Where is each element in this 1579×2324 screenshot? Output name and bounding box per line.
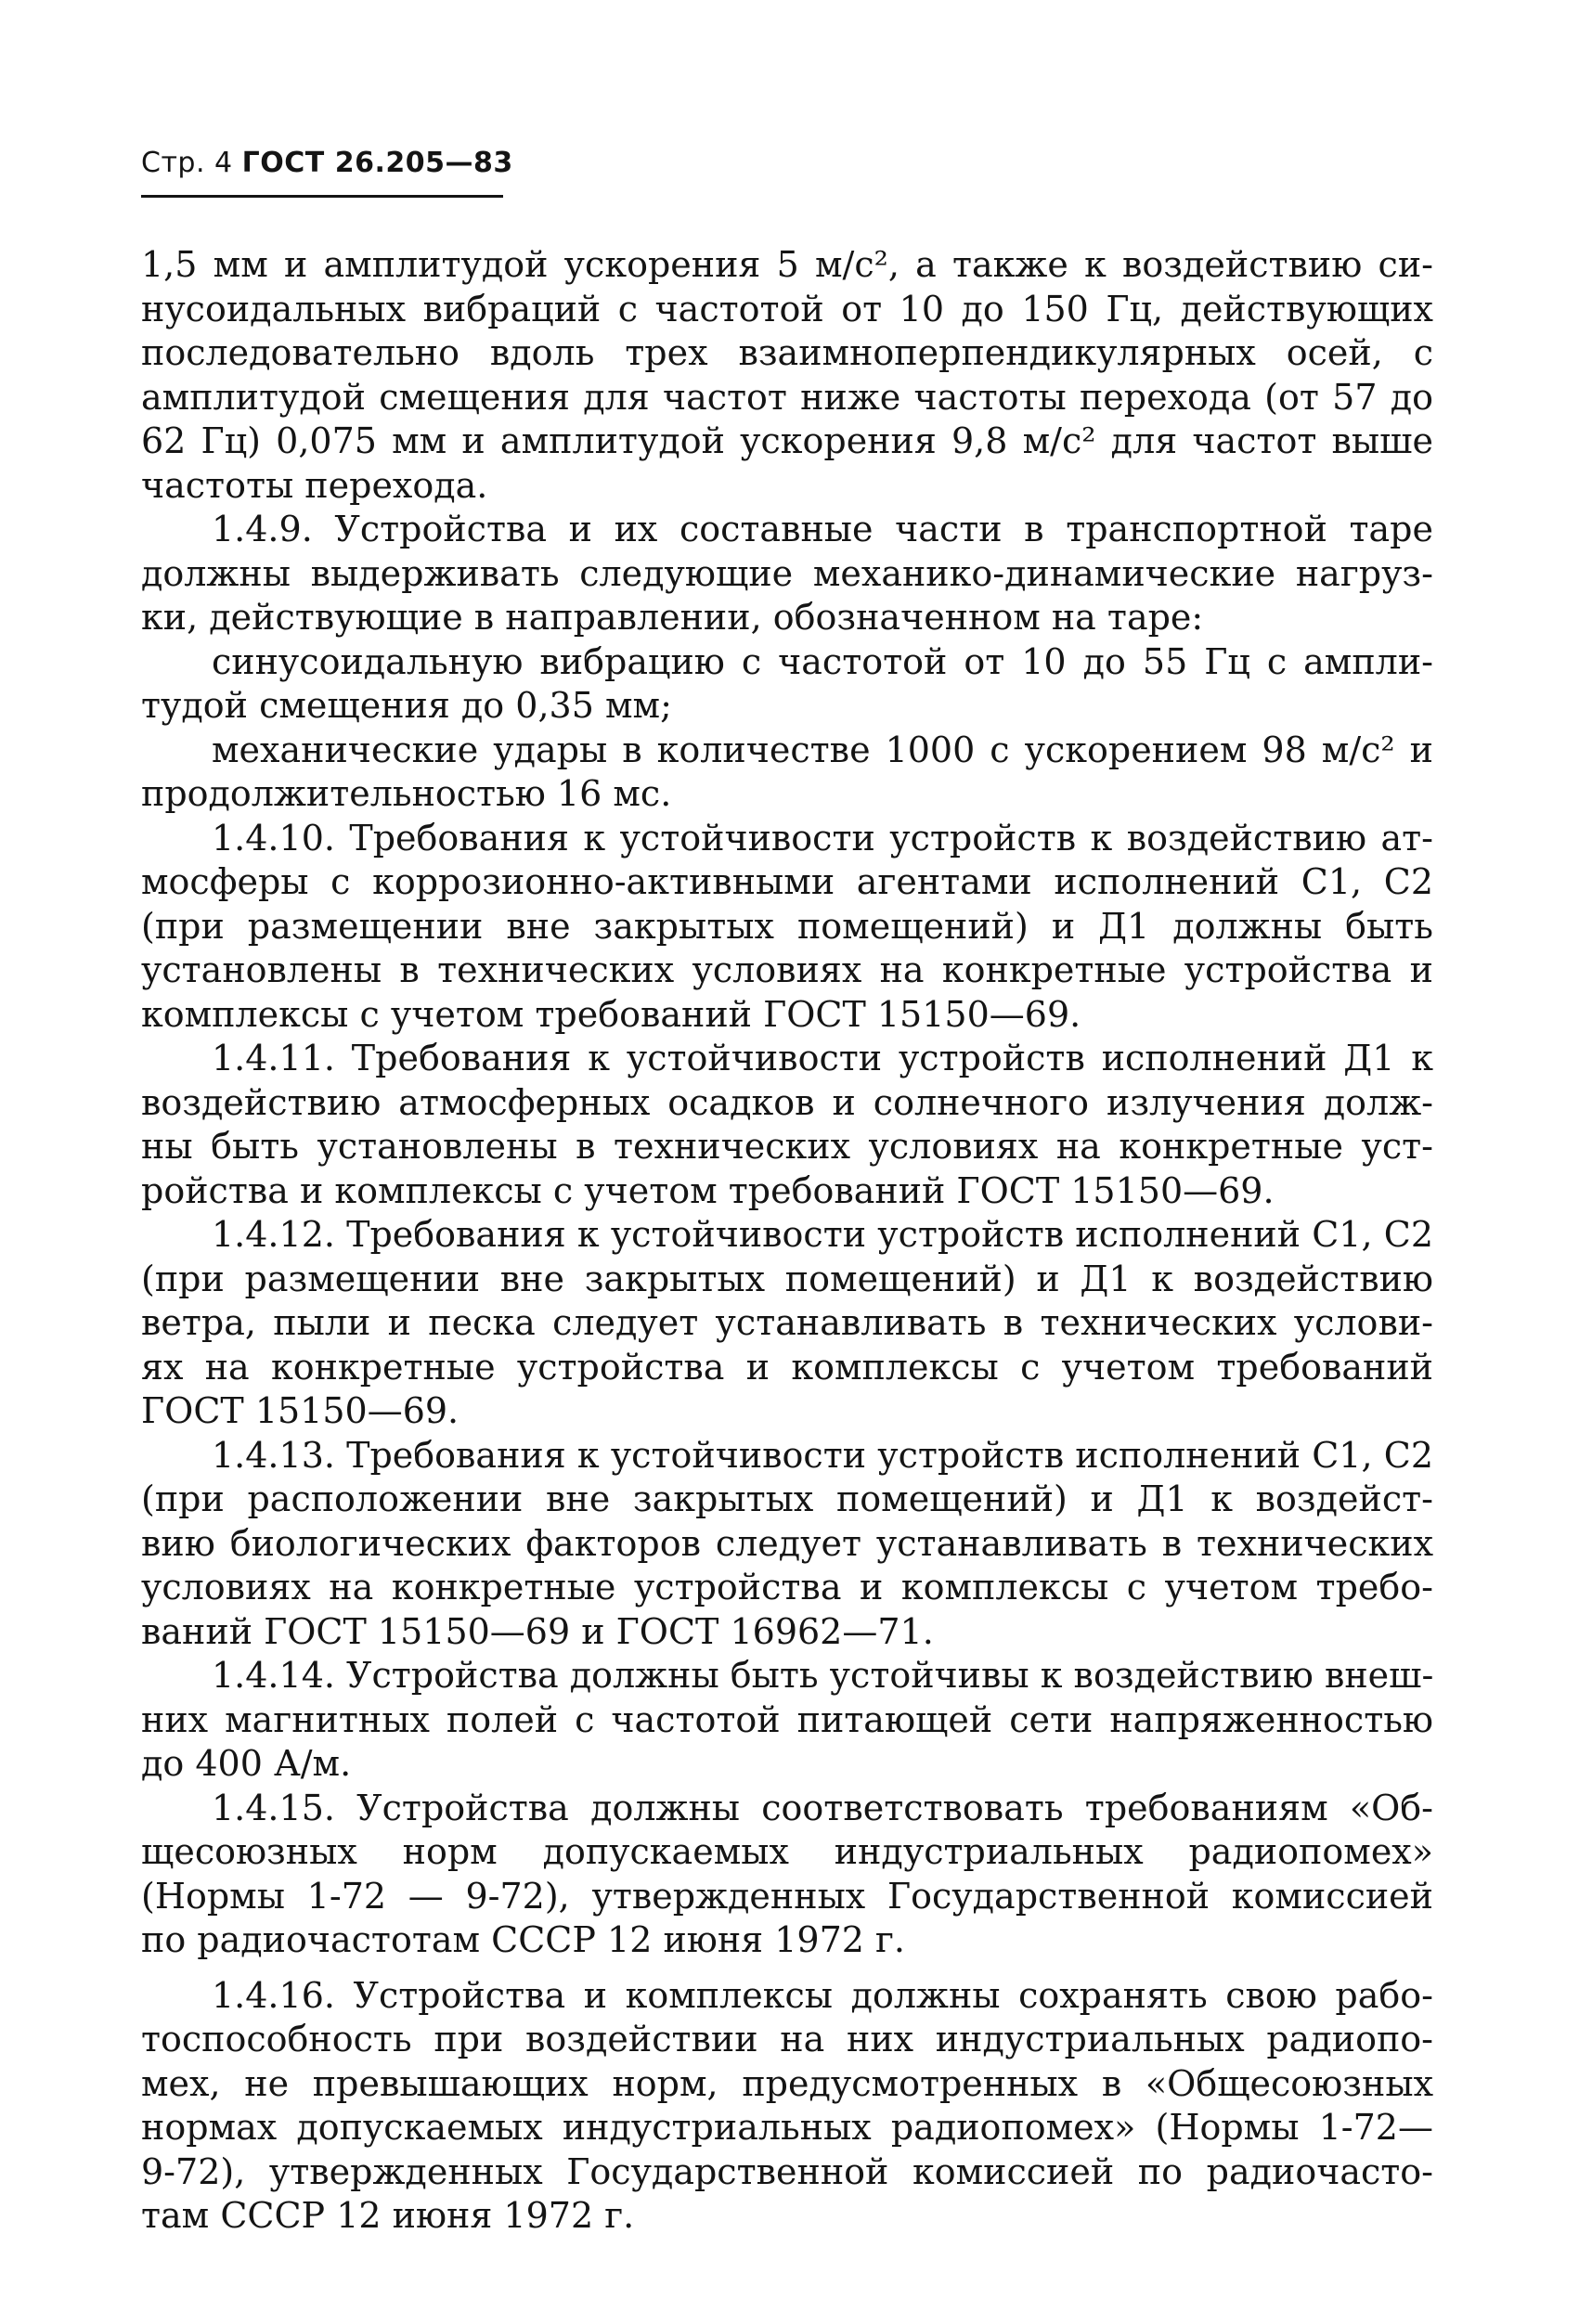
document-body (141, 243, 1433, 2239)
text-line: (при расположении вне закрытых помещений) и Д1 к воздейст- (141, 1478, 1433, 1519)
text-line: комплексы с учетом требований ГОСТ 15150—69. (141, 993, 1081, 1035)
text-line: них магнитных полей с частотой питающей сети напряженностью (141, 1698, 1433, 1740)
clause-1-4-14-start: 1.4.14. Устройства должны быть устойчивы к воздействию внеш- (212, 1655, 1433, 1696)
clause-1-4-11-start: 1.4.11. Требования к устойчивости устройств исполнений Д1 к (212, 1038, 1433, 1078)
text-line: должны выдерживать следующие механико-динамические нагруз- (141, 552, 1433, 594)
text-line: до 400 А/м. (141, 1743, 352, 1784)
text-line: ях на конкретные устройства и комплексы с учетом требований (141, 1346, 1433, 1388)
text-line: тудой смещения до 0,35 мм; (141, 685, 672, 726)
text-line: по радиочастотам СССР 12 июня 1972 г. (141, 1919, 906, 1960)
text-line: нормах допускаемых индустриальных радиопомех» (Нормы 1-72— (141, 2107, 1433, 2148)
text-line: механические удары в количестве 1000 с ускорением 98 м/с² и (212, 729, 1433, 770)
text-line: (при размещении вне закрытых помещений) и Д1 должны быть (141, 905, 1433, 947)
text-line: синусоидальную вибрацию с частотой от 10 до 55 Гц с ампли- (212, 640, 1433, 682)
text-line: ваний ГОСТ 15150—69 и ГОСТ 16962—71. (141, 1610, 934, 1652)
text-line: условиях на конкретные устройства и комплексы с учетом требо- (141, 1567, 1433, 1607)
text-line: вию биологических факторов следует устанавливать в технических (141, 1522, 1433, 1564)
text-line: продолжительностью 16 мс. (141, 773, 672, 814)
text-line: нусоидальных вибраций с частотой от 10 до 150 Гц, действующих (141, 288, 1433, 329)
header-rule (141, 195, 503, 198)
text-line: щесоюзных норм допускаемых индустриальных радиопомех» (141, 1831, 1433, 1872)
clause-1-4-13-start: 1.4.13. Требования к устойчивости устройств исполнений С1, С2 (212, 1434, 1433, 1476)
text-line: ветра, пыли и песка следует устанавливать в технических услови- (141, 1302, 1433, 1343)
text-line: установлены в технических условиях на конкретные устройства и (141, 949, 1433, 990)
text-line: (Нормы 1-72 — 9-72), утвержденных Государственной комиссией (141, 1875, 1433, 1917)
text-line: там СССР 12 июня 1972 г. (141, 2195, 635, 2236)
text-line: 1,5 мм и амплитудой ускорения 5 м/с², а также к воздействию си- (141, 244, 1433, 285)
text-line: ройства и комплексы с учетом требований ГОСТ 15150—69. (141, 1169, 1275, 1211)
text-line: воздействию атмосферных осадков и солнечного излучения долж- (141, 1081, 1433, 1123)
text-line: ны быть установлены в технических условиях на конкретные уст- (141, 1126, 1433, 1167)
clause-1-4-12-start: 1.4.12. Требования к устойчивости устройств исполнений С1, С2 (212, 1214, 1433, 1255)
text-line: (при размещении вне закрытых помещений) и Д1 к воздействию (141, 1258, 1433, 1299)
clause-1-4-16-start: 1.4.16. Устройства и комплексы должны сохранять свою рабо- (212, 1974, 1433, 2016)
clause-1-4-9-start: 1.4.9. Устройства и их составные части в транспортной таре (212, 509, 1433, 549)
page-number: Стр. 4 (141, 147, 233, 179)
text-line: 9-72), утвержденных Государственной комиссией по радиочасто- (141, 2150, 1433, 2192)
text-line: 62 Гц) 0,075 мм и амплитудой ускорения 9,8 м/с² для частот выше (141, 420, 1433, 461)
text-line: ГОСТ 15150—69. (141, 1390, 459, 1431)
clause-1-4-15-start: 1.4.15. Устройства должны соответствовать требованиям «Об- (212, 1787, 1433, 1828)
text-line: ки, действующие в направлении, обозначенном на таре: (141, 597, 1204, 638)
text-line: мосферы с коррозионно-активными агентами исполнений С1, С2 (141, 861, 1433, 902)
standard-code: ГОСТ 26.205—83 (241, 147, 513, 179)
text-line: тоспособность при воздействии на них индустриальных радиопо- (141, 2019, 1433, 2059)
text-line: амплитудой смещения для частот ниже частоты перехода (от 57 до (141, 376, 1433, 418)
page-header (141, 147, 513, 179)
text-line: частоты перехода. (141, 464, 488, 506)
clause-1-4-10-start: 1.4.10. Требования к устойчивости устройств к воздействию ат- (212, 817, 1433, 859)
text-line: последовательно вдоль трех взаимноперпендикулярных осей, с (141, 332, 1433, 373)
text-line: мех, не превышающих норм, предусмотренных в «Общесоюзных (141, 2062, 1433, 2104)
paragraph-gap (141, 1963, 1433, 1974)
